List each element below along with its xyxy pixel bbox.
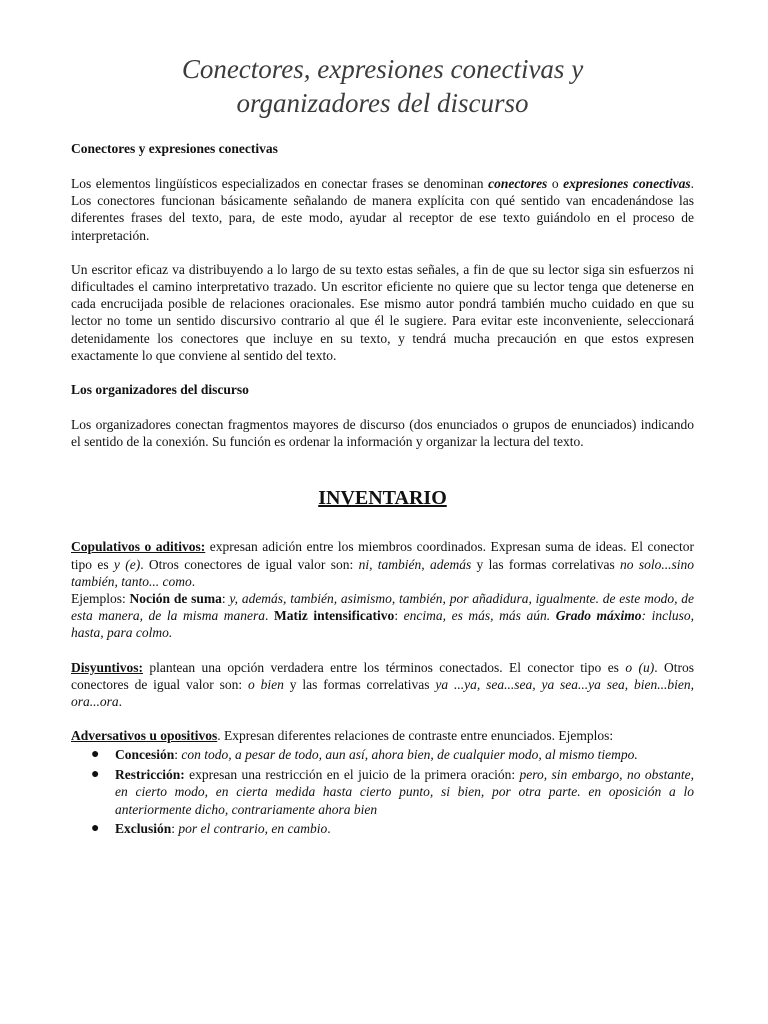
paragraph-escritor-eficaz: Un escritor eficaz va distribuyendo a lo largo de su texto estas señales, a fin de que su lector siga sin esfuerzos ni dificultades el camino interpretativo trazado. Un escritor eficiente no quiere que su lector tenga que detenerse en cada encrucijada posible de relaciones oracionales. Ese mismo autor pondrá también mucho cuidado en que su lector no tome un sentido discursivo contrario al que él le sugiere. Para evitar este inconveniente, seleccionará detenidamente los conectores que incluye en su texto, y tendrá mucha precaución en que estos expresen exactamente lo que conviene al sentido del texto. [71,261,694,363]
label-restriccion: Restricción: [115,766,185,782]
label-concesion: Concesión [115,747,175,763]
example-run: o bien [248,676,284,692]
category-disyuntivos [71,659,694,711]
text-run: : [221,591,230,607]
text-run: Los elementos lingüísticos especializados en conectar frases se denominan [71,176,489,191]
paragraph-organizadores: Los organizadores conectan fragmentos mayores de discurso (dos enunciados o grupos de enunciados) indicando el sentido de la conexión. Su función es ordenar la información y organizar la lectura del texto. [71,417,694,450]
category-label-copulativos: Copulativos o aditivos: [71,539,206,555]
example-run: ya ...ya, sea...sea, ya sea...ya sea, bien...bien, ora...ora [71,676,694,710]
list-item-exclusion [91,820,694,838]
text-run: : [174,747,182,763]
adversativos-list [71,746,694,838]
text-run: o [547,176,564,191]
document-title [71,52,694,120]
category-label-adversativos: Adversativos u opositivos [71,728,218,744]
text-run: . [118,694,123,710]
text-run: . [191,573,196,589]
example-run: y (e) [113,556,141,572]
example-run: o (u) [625,659,655,675]
term-conectores: conectores [488,176,548,191]
section-heading-organizadores: Los organizadores del discurso [71,382,249,398]
text-run: expresan una restricción en el juicio de la primera oración: [184,766,520,782]
example-run: pero, sin embargo, no obstante, en cierto modo, en cierta medida hasta cierto punto, si bien, por otra parte. en oposición a lo anteriormente dicho, contrariamente ahora bien [115,766,694,817]
example-run: y, además, también, asimismo, también, por añadidura, igualmente. de este modo, de esta manera, de la misma manera [71,591,694,624]
title-line-2: organizadores del discurso [236,88,529,118]
text-run: Ejemplos: [71,591,130,607]
document-page [71,52,694,840]
list-item-restriccion [91,766,694,819]
text-run: . Expresan diferentes relaciones de contraste entre enunciados. Ejemplos: [217,728,614,744]
inventario-heading: INVENTARIO [318,487,447,510]
text-run: . [265,608,274,624]
bullet-icon: ● [91,821,100,837]
category-label-disyuntivos: Disyuntivos: [71,659,144,675]
example-run: encima, es más, más aún. [403,608,551,624]
bullet-icon: ● [91,747,100,763]
label-matiz-intensificativo: Matiz intensificativo [274,608,395,624]
text-run: . Otros conectores de igual valor son: [71,659,695,692]
example-run: ni, también, además [358,556,472,572]
section-heading-conectores: Conectores y expresiones conectivas [71,141,278,156]
label-exclusion: Exclusión [115,821,172,837]
text-run: . Otros conectores de igual valor son: [140,556,359,572]
example-run: : incluso, hasta, para colmo. [71,608,694,641]
example-run: con todo, a pesar de todo, aun así, ahora bien, de cualquier modo, al mismo tiempo. [181,747,638,763]
category-adversativos [71,727,694,744]
text-run: : [171,821,179,837]
list-item-concesion [91,746,694,764]
text-run: y las formas correlativas [283,676,436,692]
term-expresiones-conectivas: expresiones conectivas [563,176,691,191]
text-run: . Los conectores funcionan básicamente señalando de manera explícita con qué sentido van encadenándose las diferentes frases del texto, para, de este modo, ayudar al receptor de ese texto guiándolo en el proceso de interpretación. [71,176,694,243]
title-line-1: Conectores, expresiones conectivas y [181,54,584,84]
label-nocion-de-suma: Noción de suma [129,591,222,607]
text-run: : [394,608,404,624]
bullet-icon: ● [91,766,100,782]
text-run: y las formas correlativas [471,556,621,572]
paragraph-conectores-definition [71,175,694,244]
example-run: por el contrario, en cambio [178,821,328,837]
text-run: . [327,821,331,837]
text-run: expresan adición entre los miembros coordinados. Expresan suma de ideas. El conector tipo es [71,539,694,572]
example-run: no solo...sino también, tanto... como [71,556,694,589]
label-grado-maximo: Grado máximo [555,608,642,624]
text-run: plantean una opción verdadera entre los términos conectados. El conector tipo es [143,659,626,675]
category-copulativos [71,538,694,641]
